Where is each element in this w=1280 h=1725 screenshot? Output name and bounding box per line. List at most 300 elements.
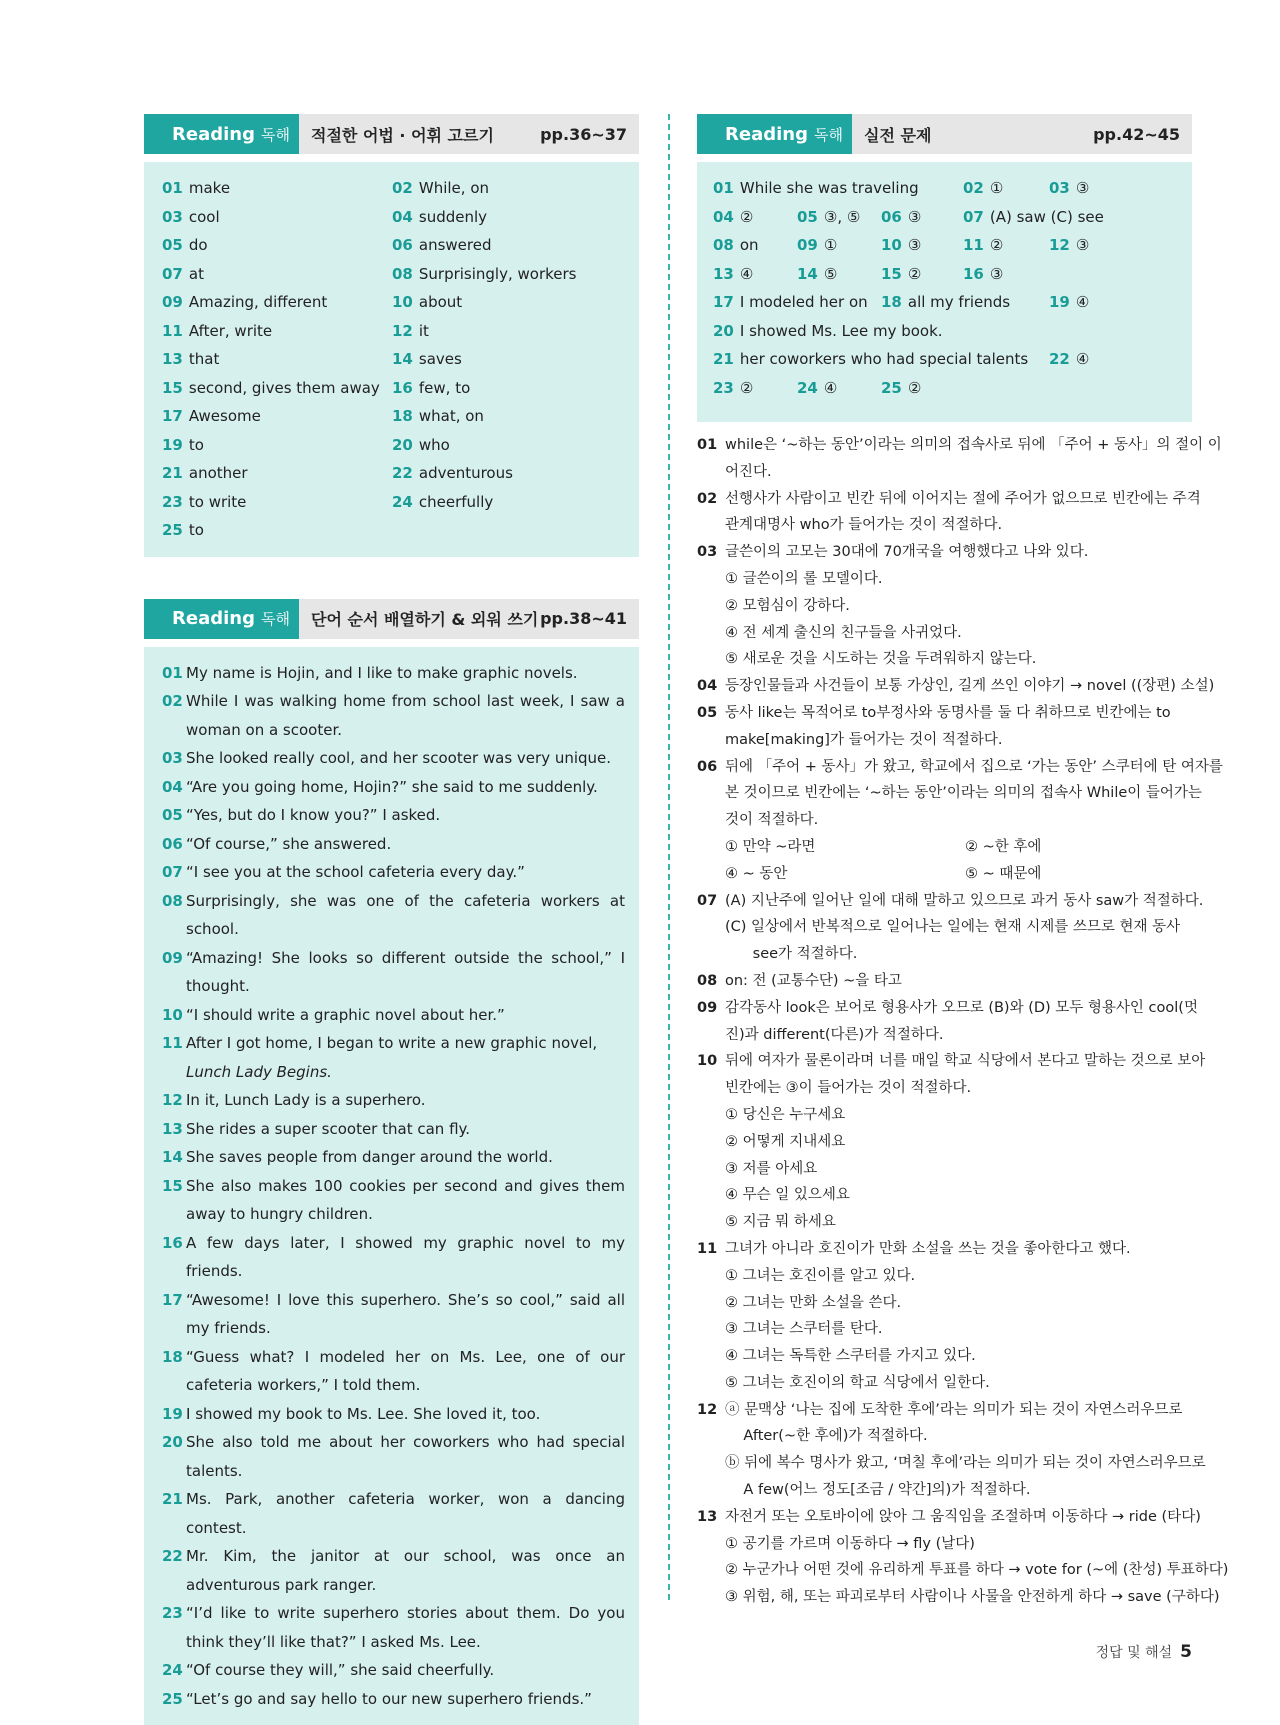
sentence-number: 22: [162, 1542, 186, 1599]
sentence-text: [186, 1229, 625, 1286]
explanation-11: [697, 1236, 1192, 1397]
explanation-body: [725, 995, 1198, 1049]
explanation-body: [725, 1236, 1192, 1397]
explanation-line: ④ 무슨 일 있으세요: [725, 1182, 1205, 1209]
answer-box: [697, 162, 1192, 422]
answer-item: [392, 231, 622, 260]
answer-item: [392, 402, 622, 431]
answer-item: [1049, 288, 1089, 317]
answer-text: While she was traveling: [740, 179, 919, 197]
sentence-number: 05: [162, 801, 186, 830]
answer-item: [713, 317, 943, 346]
sentence-text: [186, 1485, 625, 1542]
answer-text: While, on: [419, 179, 489, 197]
answer-number: 04: [713, 208, 734, 226]
sentence-row: [162, 1172, 625, 1229]
answer-text: all my friends: [908, 293, 1010, 311]
sentence-body: She looked really cool, and her scooter was very unique.: [186, 749, 611, 767]
answer-text: cheerfully: [419, 493, 493, 511]
sentence-row: [162, 1599, 625, 1656]
sentence-body: A few days later, I showed my graphic novel to my friends.: [186, 1234, 625, 1281]
answer-item: [797, 260, 837, 289]
sentence-text: [186, 1428, 625, 1485]
sentence-text: [186, 1143, 625, 1172]
sentence-number: 09: [162, 944, 186, 1001]
answer-number: 20: [392, 436, 413, 454]
answer-item: [392, 431, 622, 460]
explanation-line: After(~한 후에)가 적절하다.: [725, 1423, 1206, 1450]
answer-row: [713, 174, 1176, 203]
explanation-line: ⓑ 뒤에 복수 명사가 왔고, ‘며칠 후에’라는 의미가 되는 것이 자연스러우므로: [725, 1450, 1206, 1477]
answer-item: [881, 203, 921, 232]
answer-text: ②: [908, 265, 921, 283]
answer-item: [881, 374, 921, 403]
explanation-line: 진)과 different(다른)가 적절하다.: [725, 1022, 1198, 1049]
explanation-number: 03: [697, 539, 725, 673]
answer-item: [1049, 174, 1089, 203]
answer-number: 11: [963, 236, 984, 254]
explanation-line: while은 ‘~하는 동안’이라는 의미의 접속사로 뒤에 「주어 + 동사」의 절이 이: [725, 432, 1222, 459]
sentence-body: “Awesome! I love this superhero. She’s so cool,” said all my friends.: [186, 1291, 625, 1338]
answer-number: 21: [713, 350, 734, 368]
answer-item: [392, 488, 622, 517]
answer-text: ②: [740, 208, 753, 226]
sentence-row: [162, 1029, 625, 1086]
answer-item: [392, 260, 622, 289]
sentence-number: 25: [162, 1685, 186, 1714]
answer-text: who: [419, 436, 450, 454]
answer-text: ④: [824, 379, 837, 397]
sentence-row: [162, 1485, 625, 1542]
option-text: ④ ~ 동안: [725, 861, 965, 888]
answer-text: ③: [908, 236, 921, 254]
sentence-text: [186, 1172, 625, 1229]
answer-row: [713, 288, 1176, 317]
explanation-number: 04: [697, 673, 725, 700]
answer-number: 14: [392, 350, 413, 368]
sentence-body: After I got home, I began to write a new graphic novel,: [186, 1034, 597, 1052]
answer-number: 25: [162, 521, 183, 539]
sentence-text: [186, 887, 625, 944]
answer-text: ③, ⑤: [824, 208, 860, 226]
option-text: ⑤ ~ 때문에: [965, 861, 1205, 888]
sentence-text: [186, 1599, 625, 1656]
explanation-line: 빈칸에는 ③이 들어가는 것이 적절하다.: [725, 1075, 1205, 1102]
answer-item: [162, 402, 392, 431]
sentence-row: [162, 1428, 625, 1485]
answer-number: 23: [713, 379, 734, 397]
explanation-number: 12: [697, 1397, 725, 1504]
answer-number: 03: [1049, 179, 1070, 197]
tag-en: Reading: [725, 124, 808, 145]
explanation-line: ② 모험심이 강하다.: [725, 593, 1192, 620]
answer-item: [963, 260, 1003, 289]
answer-text: cool: [189, 208, 220, 226]
sentence-text: [186, 1286, 625, 1343]
answer-text: to write: [189, 493, 247, 511]
sentence-row: [162, 659, 625, 688]
explanation-line: ⓐ 문맥상 ‘나는 집에 도착한 후에’라는 의미가 되는 것이 자연스러우므로: [725, 1397, 1206, 1424]
answer-item: [162, 374, 392, 403]
sentence-box: [144, 647, 639, 1725]
answer-item: [963, 231, 1003, 260]
sentence-row: [162, 1143, 625, 1172]
sentence-number: 24: [162, 1656, 186, 1685]
sentence-row: [162, 1685, 625, 1714]
sentence-body: “Of course,” she answered.: [186, 835, 391, 853]
answer-text: ②: [990, 236, 1003, 254]
explanation-line: 뒤에 「주어 + 동사」가 왔고, 학교에서 집으로 ‘가는 동안’ 스쿠터에 탄 여자를: [725, 754, 1223, 781]
answer-number: 16: [392, 379, 413, 397]
answer-number: 17: [162, 407, 183, 425]
explanation-10: [697, 1048, 1192, 1236]
answer-item: [963, 174, 1003, 203]
answer-number: 07: [162, 265, 183, 283]
sentence-body: Ms. Park, another cafeteria worker, won a dancing contest.: [186, 1490, 625, 1537]
answer-item: [1049, 231, 1089, 260]
answer-text: ①: [990, 179, 1003, 197]
sentence-number: 10: [162, 1001, 186, 1030]
sentence-number: 14: [162, 1143, 186, 1172]
answer-number: 25: [881, 379, 902, 397]
answer-row: [713, 317, 1176, 346]
sentence-body: Surprisingly, she was one of the cafeteria workers at school.: [186, 892, 625, 939]
sentence-row: [162, 887, 625, 944]
answer-text: second, gives them away: [189, 379, 380, 397]
sentence-number: 20: [162, 1428, 186, 1485]
answer-number: 02: [392, 179, 413, 197]
explanation-number: 02: [697, 486, 725, 540]
section-word-order: [144, 599, 639, 1725]
answer-text: her coworkers who had special talents: [740, 350, 1028, 368]
answer-number: 24: [392, 493, 413, 511]
answer-number: 18: [392, 407, 413, 425]
reading-tag: [144, 114, 299, 154]
answer-item: [162, 345, 392, 374]
sentence-body: She rides a super scooter that can fly.: [186, 1120, 470, 1138]
sentence-text: [186, 1656, 625, 1685]
answer-item: [392, 459, 622, 488]
option-text: ① 만약 ~라면: [725, 834, 965, 861]
answer-number: 22: [1049, 350, 1070, 368]
sentence-text: [186, 659, 625, 688]
explanation-number: 09: [697, 995, 725, 1049]
explanation-body: [725, 1397, 1206, 1504]
answer-text: I modeled her on: [740, 293, 868, 311]
sentence-number: 01: [162, 659, 186, 688]
answer-item: [713, 260, 753, 289]
explanation-line: A few(어느 정도[조금 / 약간]의)가 적절하다.: [725, 1477, 1206, 1504]
sentence-body: “Let’s go and say hello to our new superhero friends.”: [186, 1690, 592, 1708]
sentence-text: [186, 830, 625, 859]
answer-item: [797, 374, 837, 403]
sentence-body: I showed my book to Ms. Lee. She loved it, too.: [186, 1405, 540, 1423]
answer-number: 12: [1049, 236, 1070, 254]
answer-number: 09: [162, 293, 183, 311]
answer-text: ①: [824, 236, 837, 254]
explanation-line: make[making]가 들어가는 것이 적절하다.: [725, 727, 1192, 754]
answer-item: [713, 231, 759, 260]
answer-number: 19: [162, 436, 183, 454]
explanation-body: [725, 754, 1223, 888]
explanation-line: ② 그녀는 만화 소설을 쓴다.: [725, 1290, 1192, 1317]
sentence-row: [162, 1086, 625, 1115]
page-footer: [1096, 1642, 1192, 1662]
explanation-number: 06: [697, 754, 725, 888]
answer-item: [713, 345, 1028, 374]
answer-text: saves: [419, 350, 462, 368]
answer-number: 03: [162, 208, 183, 226]
sentence-number: 13: [162, 1115, 186, 1144]
explanation-09: [697, 995, 1192, 1049]
explanation-03: [697, 539, 1192, 673]
sentence-body: “I’d like to write superhero stories about them. Do you think they’ll like that?” I asked Ms. Lee.: [186, 1604, 625, 1651]
sentence-row: [162, 1400, 625, 1429]
sentence-body: My name is Hojin, and I like to make graphic novels.: [186, 664, 578, 682]
answer-text: ④: [1076, 293, 1089, 311]
answer-item: [162, 288, 392, 317]
sentence-number: 23: [162, 1599, 186, 1656]
answer-text: ④: [1076, 350, 1089, 368]
explanation-line: ① 당신은 누구세요: [725, 1102, 1205, 1129]
explanation-line: (A) 지난주에 일어난 일에 대해 말하고 있으므로 과거 동사 saw가 적절하다.: [725, 888, 1203, 915]
sentence-body: She also makes 100 cookies per second and gives them away to hungry children.: [186, 1177, 625, 1224]
sentence-text: [186, 1115, 625, 1144]
answer-number: 14: [797, 265, 818, 283]
sentence-number: 15: [162, 1172, 186, 1229]
answer-number: 01: [713, 179, 734, 197]
answer-text: ③: [1076, 179, 1089, 197]
sentence-body: While I was walking home from school last week, I saw a woman on a scooter.: [186, 692, 625, 739]
answer-text: ②: [740, 379, 753, 397]
section-header: [144, 599, 639, 639]
sentence-row: [162, 1542, 625, 1599]
sentence-title-italic: Lunch Lady Begins.: [186, 1058, 625, 1087]
answer-text: (A) saw (C) see: [990, 208, 1104, 226]
sentence-row: [162, 830, 625, 859]
explanation-line: ④ 전 세계 출신의 친구들을 사귀었다.: [725, 620, 1192, 647]
sentence-number: 19: [162, 1400, 186, 1429]
column-divider: [668, 114, 670, 1600]
sentence-number: 12: [162, 1086, 186, 1115]
answer-item: [392, 374, 622, 403]
explanation-02: [697, 486, 1192, 540]
explanation-number: 01: [697, 432, 725, 486]
answer-text: that: [189, 350, 219, 368]
answer-item: [162, 174, 392, 203]
page-range: pp.38~41: [540, 599, 639, 639]
explanation-line: 그녀가 아니라 호진이가 만화 소설을 쓰는 것을 좋아한다고 했다.: [725, 1236, 1192, 1263]
sentence-row: [162, 744, 625, 773]
sentence-row: [162, 773, 625, 802]
answer-text: few, to: [419, 379, 470, 397]
answer-row: [713, 231, 1176, 260]
sentence-text: [186, 1685, 625, 1714]
answer-text: another: [189, 464, 248, 482]
reading-tag: [144, 599, 299, 639]
answer-number: 21: [162, 464, 183, 482]
answer-text: Awesome: [189, 407, 261, 425]
sentence-body: “Yes, but do I know you?” I asked.: [186, 806, 440, 824]
answer-number: 22: [392, 464, 413, 482]
answer-item: [162, 203, 392, 232]
answer-item: [162, 260, 392, 289]
answer-text: make: [189, 179, 230, 197]
answer-text: I showed Ms. Lee my book.: [740, 322, 943, 340]
sentence-body: Mr. Kim, the janitor at our school, was once an adventurous park ranger.: [186, 1547, 625, 1594]
answer-item: [392, 317, 622, 346]
answer-number: 23: [162, 493, 183, 511]
answer-text: on: [740, 236, 759, 254]
answer-text: to: [189, 521, 204, 539]
explanation-line: ⑤ 그녀는 호진이의 학교 식당에서 일한다.: [725, 1370, 1192, 1397]
sentence-row: [162, 1115, 625, 1144]
explanation-line: ③ 위험, 해, 또는 파괴로부터 사람이나 사물을 안전하게 하다 → save (구하다): [725, 1584, 1228, 1611]
explanation-04: [697, 673, 1192, 700]
answer-text: ④: [740, 265, 753, 283]
answer-row: [713, 203, 1176, 232]
explanation-line: 본 것이므로 빈칸에는 ‘~하는 동안’이라는 의미의 접속사 While이 들어가는: [725, 780, 1223, 807]
answer-item: [392, 516, 622, 545]
reading-tag: [697, 114, 852, 154]
sentence-body: In it, Lunch Lady is a superhero.: [186, 1091, 426, 1109]
answer-grid: [162, 174, 623, 545]
answer-text: ②: [908, 379, 921, 397]
answer-text: to: [189, 436, 204, 454]
answer-text: ③: [990, 265, 1003, 283]
answer-item: [392, 288, 622, 317]
explanations: [697, 432, 1192, 1611]
explanation-line: 선행사가 사람이고 빈칸 뒤에 이어지는 절에 주어가 없으므로 빈칸에는 주격: [725, 486, 1201, 513]
answer-box: [144, 162, 639, 557]
sentence-text: [186, 1400, 625, 1429]
answer-item: [162, 317, 392, 346]
answer-item: [162, 459, 392, 488]
explanation-body: [725, 539, 1192, 673]
sentence-body: She also told me about her coworkers who had special talents.: [186, 1433, 625, 1480]
option-pair: [725, 834, 1223, 861]
explanation-07: [697, 888, 1192, 968]
answer-text: at: [189, 265, 204, 283]
option-pair: [725, 861, 1223, 888]
answer-text: ③: [908, 208, 921, 226]
left-column: [144, 114, 639, 1725]
explanation-line: ① 공기를 가르며 이동하다 → fly (날다): [725, 1531, 1228, 1558]
answer-number: 05: [797, 208, 818, 226]
answer-item: [392, 174, 622, 203]
sentence-body: “Amazing! She looks so different outside the school,” I thought.: [186, 949, 625, 996]
sentence-number: 16: [162, 1229, 186, 1286]
page-range: pp.42~45: [1093, 114, 1192, 154]
sentence-row: [162, 858, 625, 887]
answer-number: 12: [392, 322, 413, 340]
sentence-number: 08: [162, 887, 186, 944]
tag-en: Reading: [172, 608, 255, 629]
sentence-row: [162, 687, 625, 744]
tag-ko: 독해: [261, 124, 290, 145]
explanation-01: [697, 432, 1192, 486]
footer-label: 정답 및 해설: [1096, 1645, 1173, 1661]
answer-row: [713, 374, 1176, 403]
answer-item: [797, 231, 837, 260]
explanation-number: 08: [697, 968, 725, 995]
explanation-line: 뒤에 여자가 물론이라며 너를 매일 학교 식당에서 본다고 말하는 것으로 보아: [725, 1048, 1205, 1075]
sentence-text: [186, 801, 625, 830]
sentence-number: 04: [162, 773, 186, 802]
answer-number: 17: [713, 293, 734, 311]
answer-item: [162, 431, 392, 460]
answer-number: 13: [162, 350, 183, 368]
answer-item: [713, 374, 753, 403]
sentence-row: [162, 1286, 625, 1343]
answer-item: [713, 203, 753, 232]
answer-number: 08: [713, 236, 734, 254]
sentence-row: [162, 1001, 625, 1030]
explanation-line: ③ 그녀는 스쿠터를 탄다.: [725, 1316, 1192, 1343]
answer-number: 24: [797, 379, 818, 397]
explanation-number: 07: [697, 888, 725, 968]
explanation-line: 관계대명사 who가 들어가는 것이 적절하다.: [725, 512, 1201, 539]
answer-text: suddenly: [419, 208, 487, 226]
explanation-line: ① 글쓴이의 롤 모델이다.: [725, 566, 1192, 593]
section-header: [697, 114, 1192, 154]
explanation-number: 05: [697, 700, 725, 754]
explanation-line: 글쓴이의 고모는 30대에 70개국을 여행했다고 나와 있다.: [725, 539, 1192, 566]
answer-number: 05: [162, 236, 183, 254]
sentence-text: [186, 1343, 625, 1400]
explanation-line: ② 어떻게 지내세요: [725, 1129, 1205, 1156]
explanation-06: [697, 754, 1192, 888]
sentence-text: [186, 1086, 625, 1115]
explanation-number: 13: [697, 1504, 725, 1611]
sentence-number: 06: [162, 830, 186, 859]
section-title: 단어 순서 배열하기 & 외워 쓰기: [299, 599, 540, 639]
sentence-body: “Guess what? I modeled her on Ms. Lee, one of our cafeteria workers,” I told them.: [186, 1348, 625, 1395]
explanation-line: ⑤ 새로운 것을 시도하는 것을 두려워하지 않는다.: [725, 646, 1192, 673]
answer-text: adventurous: [419, 464, 513, 482]
answer-item: [963, 203, 1104, 232]
answer-number: 01: [162, 179, 183, 197]
explanation-body: [725, 673, 1214, 700]
answer-text: After, write: [189, 322, 272, 340]
explanation-body: [725, 968, 1192, 995]
answer-item: [392, 345, 622, 374]
option-text: ② ~한 후에: [965, 834, 1205, 861]
sentence-row: [162, 801, 625, 830]
answer-text: it: [419, 322, 429, 340]
answer-item: [162, 488, 392, 517]
answer-number: 02: [963, 179, 984, 197]
section-header: [144, 114, 639, 154]
answer-number: 15: [162, 379, 183, 397]
answer-item: [162, 516, 392, 545]
sentence-row: [162, 1656, 625, 1685]
answer-item: [881, 260, 921, 289]
answer-number: 08: [392, 265, 413, 283]
answer-number: 11: [162, 322, 183, 340]
page-range: pp.36~37: [540, 114, 639, 154]
answer-number: 10: [881, 236, 902, 254]
explanation-12: [697, 1397, 1192, 1504]
sentence-body: “Of course they will,” she said cheerfully.: [186, 1661, 494, 1679]
sentence-text: [186, 858, 625, 887]
explanation-13: [697, 1504, 1192, 1611]
sentence-text: [186, 1542, 625, 1599]
explanation-line: ④ 그녀는 독특한 스쿠터를 가지고 있다.: [725, 1343, 1192, 1370]
sentence-text: [186, 687, 625, 744]
answer-item: [797, 203, 860, 232]
section-title: 적절한 어법 · 어휘 고르기: [299, 114, 540, 154]
